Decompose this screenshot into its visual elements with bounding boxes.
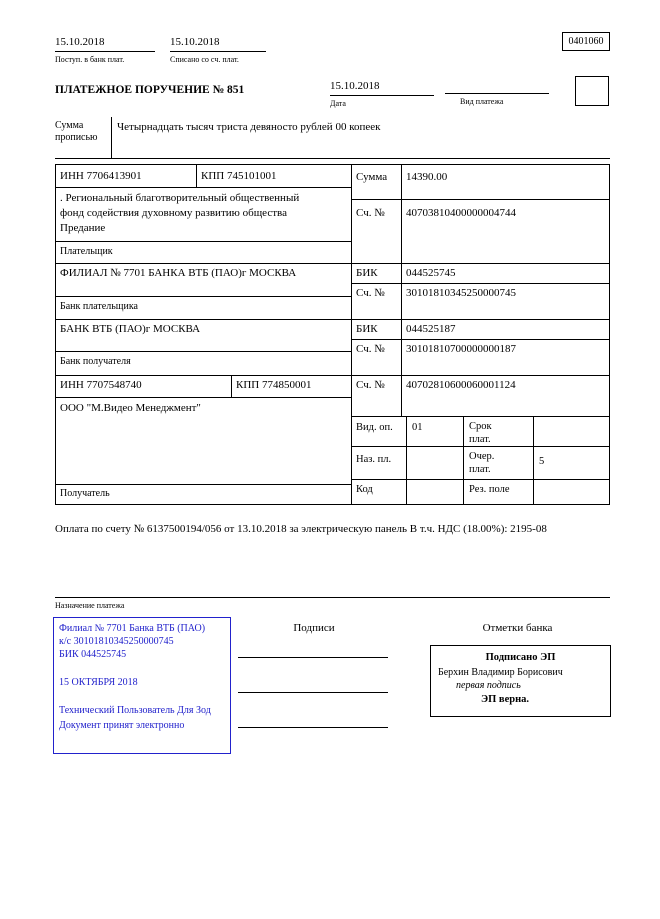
payment-purpose-label: Назначение платежа [55, 601, 125, 610]
stamp-operator: Технический Пользователь Для Зод [59, 705, 211, 716]
payee-bank-account-label: Сч. № [356, 343, 385, 355]
stamp-corr-account: к/с 30101810345250000745 [59, 636, 174, 647]
op-kind-value: 01 [412, 422, 423, 433]
grid-line [56, 241, 351, 242]
payee-inn: ИНН 7707548740 [60, 379, 142, 391]
payee-account: 40702810600060001124 [406, 379, 516, 391]
payment-type-value [445, 80, 549, 94]
payee-bank-bik: 044525187 [406, 323, 456, 335]
priority-value: 5 [539, 456, 545, 467]
debited-date-field [170, 36, 266, 65]
payment-purpose-text: Оплата по счету № 6137500194/056 от 13.10.2018 за электрическую панель В т.ч. НДС (18.00%): 2195-08 [55, 523, 547, 535]
stamp-date: 15 ОКТЯБРЯ 2018 [59, 677, 138, 688]
bank-marks-header: Отметки банка [482, 622, 553, 634]
esign-role: первая подпись [456, 680, 521, 691]
grid-line [56, 296, 351, 297]
grid-line [196, 165, 197, 187]
stamp-bank-name: Филиал № 7701 Банка ВТБ (ПАО) [59, 623, 206, 634]
payee-bank-account: 30101810700000000187 [406, 343, 516, 355]
document-date-field [330, 80, 434, 109]
stamp-bik: БИК 044525745 [59, 649, 127, 660]
document-date-value: 15.10.2018 [330, 80, 434, 96]
signatures-header: Подписи [293, 622, 335, 634]
reserve-field-label: Рез. поле [469, 484, 510, 495]
payer-label: Плательщик [60, 246, 113, 257]
document-date-label: Дата [330, 99, 346, 108]
stamp-accepted-note: Документ принят электронно [59, 720, 185, 731]
payer-bank-account: 30101810345250000745 [406, 287, 516, 299]
signature-line [238, 692, 388, 693]
electronic-signature-box [430, 645, 611, 717]
sum-label: Сумма [356, 171, 388, 183]
payee-account-label: Сч. № [356, 379, 385, 391]
payer-kpp: КПП 745101001 [201, 170, 277, 182]
grid-line [231, 375, 232, 397]
payment-type-field [445, 80, 549, 107]
grid-line [56, 263, 609, 264]
payer-name: . Региональный благотворительный общественный фонд содействия духовному развитию общества Предание [60, 192, 300, 234]
sum-value: 14390.00 [406, 171, 448, 183]
signature-line [238, 727, 388, 728]
purpose-underline [55, 597, 610, 598]
payer-bank-name: ФИЛИАЛ № 7701 БАНКА ВТБ (ПАО)г МОСКВА [60, 267, 297, 279]
grid-line [406, 416, 407, 504]
esign-verified: ЭП верна. [481, 694, 530, 705]
payer-bank-label: Банк плательщика [60, 301, 138, 312]
signature-line [238, 657, 388, 658]
payer-bank-bik: 044525745 [406, 267, 456, 279]
grid-line [56, 397, 351, 398]
grid-line [351, 199, 609, 200]
payer-account-label: Сч. № [356, 207, 385, 219]
grid-line [351, 339, 609, 340]
received-date-value: 15.10.2018 [55, 36, 155, 52]
grid-line [56, 319, 609, 320]
amount-in-words-label: Сумма прописью [55, 117, 112, 158]
grid-line [351, 446, 609, 447]
received-date-field [55, 36, 155, 65]
payee-name: ООО "М.Видео Менеджмент" [60, 402, 201, 414]
op-kind-label: Вид. оп. [356, 422, 393, 433]
grid-line [56, 187, 351, 188]
grid-line [463, 416, 464, 504]
payee-bank-name: БАНК ВТБ (ПАО)г МОСКВА [60, 323, 201, 335]
payer-bank-bik-label: БИК [356, 267, 378, 279]
document-title: ПЛАТЕЖНОЕ ПОРУЧЕНИЕ № 851 [55, 84, 245, 96]
debited-date-label: Списано со сч. плат. [170, 55, 239, 64]
form-code-box: 0401060 [562, 32, 610, 51]
payer-bank-account-label: Сч. № [356, 287, 385, 299]
amount-in-words-row [55, 117, 610, 159]
grid-line [56, 351, 351, 352]
grid-line [56, 484, 351, 485]
status-code-box [575, 76, 609, 106]
grid-line [351, 416, 609, 417]
debited-date-value: 15.10.2018 [170, 36, 266, 52]
code-label: Код [356, 484, 373, 495]
payer-account: 40703810400000004744 [406, 207, 516, 219]
grid-line [533, 416, 534, 504]
grid-line [56, 375, 609, 376]
payment-type-label: Вид платежа [460, 97, 504, 106]
priority-label: Очер. плат. [469, 451, 495, 475]
amount-in-words-value: Четырнадцать тысяч триста девяносто рублей 00 копеек [117, 121, 381, 133]
requisites-table [55, 164, 610, 505]
grid-line [351, 479, 609, 480]
esign-signer-name: Берхин Владимир Борисович [438, 667, 563, 678]
grid-line [401, 165, 402, 416]
payee-label: Получатель [60, 488, 110, 499]
payee-bank-bik-label: БИК [356, 323, 378, 335]
grid-line [351, 165, 352, 504]
term-label: Срок плат. [469, 421, 492, 445]
payer-inn: ИНН 7706413901 [60, 170, 142, 182]
grid-line [351, 283, 609, 284]
bank-stamp [53, 617, 231, 754]
received-date-label: Поступ. в банк плат. [55, 55, 125, 64]
esign-title: Подписано ЭП [485, 652, 556, 663]
purpose-code-label: Наз. пл. [356, 454, 392, 465]
payee-kpp: КПП 774850001 [236, 379, 312, 391]
payee-bank-label: Банк получателя [60, 356, 131, 367]
